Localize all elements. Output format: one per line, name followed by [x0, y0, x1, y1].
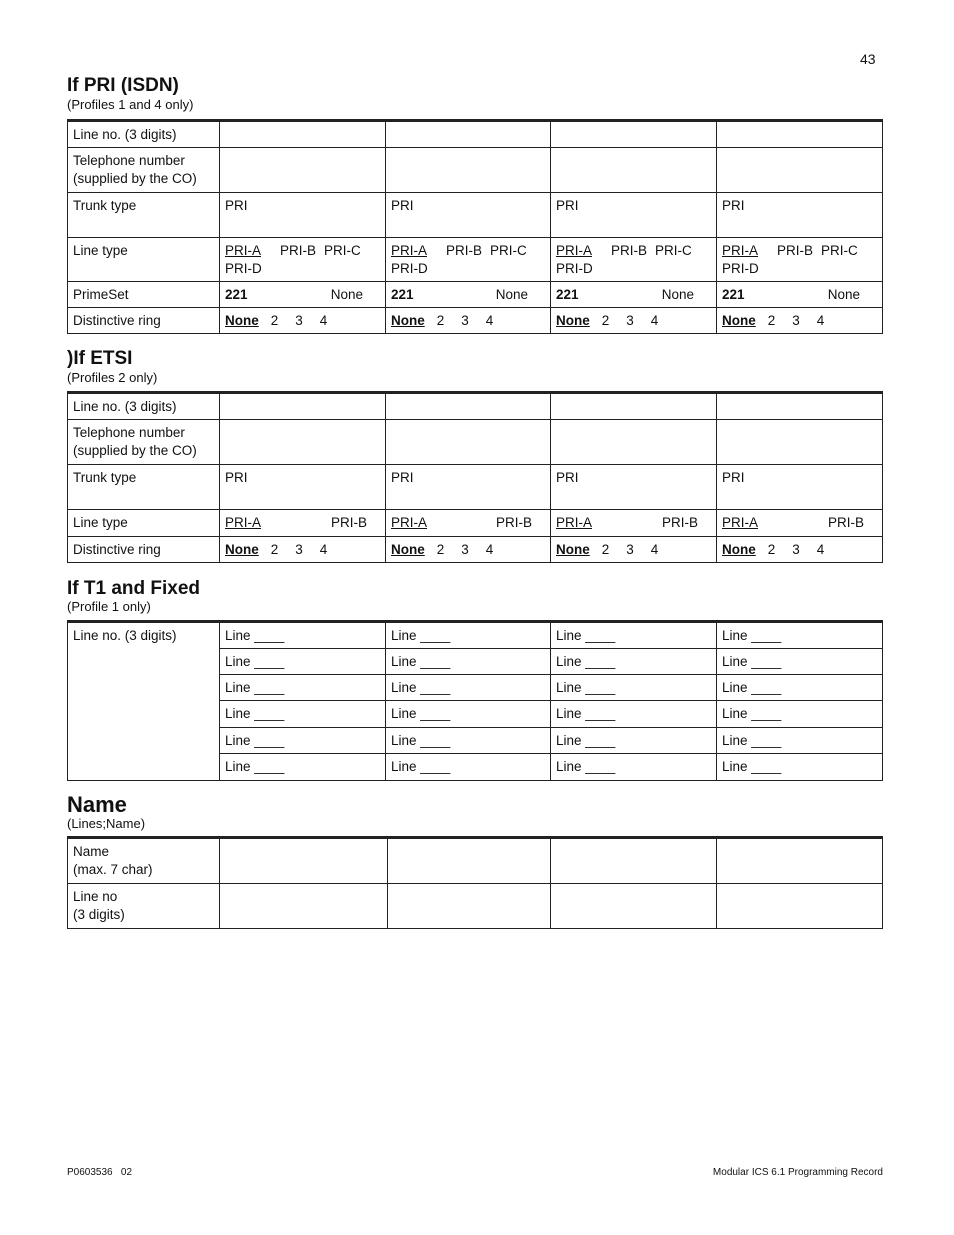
- option-cell[interactable]: [551, 510, 717, 537]
- input-cell[interactable]: [220, 420, 386, 465]
- input-cell[interactable]: [220, 121, 386, 148]
- option-cell[interactable]: PRI: [220, 465, 386, 510]
- option-none[interactable]: None: [330, 287, 363, 302]
- line-entry[interactable]: Line ____: [717, 675, 883, 701]
- option-none[interactable]: None: [661, 287, 694, 302]
- section-title-pri: If PRI (ISDN): [67, 75, 179, 96]
- option-4[interactable]: 4: [816, 313, 825, 328]
- row-label: Trunk type: [68, 193, 220, 238]
- row-label: PrimeSet: [68, 282, 220, 308]
- option-pri-b[interactable]: PRI-B: [330, 515, 367, 530]
- input-cell[interactable]: [551, 838, 717, 884]
- row-label: Distinctive ring: [68, 308, 220, 334]
- option-3[interactable]: 3: [461, 313, 469, 328]
- footer-doc-title: Modular ICS 6.1 Programming Record: [712, 1167, 883, 1178]
- option-cell[interactable]: [551, 238, 717, 282]
- table-row: [68, 838, 883, 884]
- input-cell[interactable]: [717, 148, 883, 193]
- option-pri-d[interactable]: PRI-D: [722, 261, 759, 276]
- option-pri-c[interactable]: PRI-C: [655, 243, 692, 258]
- option-pri-b[interactable]: PRI-B: [495, 515, 532, 530]
- option-none[interactable]: None: [225, 313, 259, 328]
- option-cell[interactable]: [220, 282, 386, 308]
- line-entry[interactable]: Line ____: [551, 649, 717, 675]
- option-pri-b[interactable]: PRI-B: [446, 243, 483, 258]
- option-pri-a[interactable]: PRI-A: [225, 515, 262, 530]
- option-pri-b[interactable]: PRI-B: [827, 515, 864, 530]
- option-pri-d[interactable]: PRI-D: [391, 261, 428, 276]
- row-label: Distinctive ring: [68, 537, 220, 563]
- option-none[interactable]: None: [556, 542, 590, 557]
- line-entry[interactable]: Line ____: [551, 728, 717, 754]
- option-cell[interactable]: [717, 510, 883, 537]
- section-title-t1: If T1 and Fixed: [67, 578, 201, 599]
- row-label-line2: (3 digits): [73, 907, 125, 922]
- line-entry[interactable]: Line ____: [386, 649, 551, 675]
- input-cell[interactable]: [388, 884, 551, 929]
- row-label: Line type: [68, 510, 220, 537]
- option-cell[interactable]: [551, 308, 717, 334]
- option-cell[interactable]: PRI: [717, 465, 883, 510]
- option-pri-c[interactable]: PRI-C: [821, 243, 858, 258]
- row-label: Trunk type: [68, 465, 220, 510]
- option-4[interactable]: 4: [485, 542, 494, 557]
- option-none[interactable]: None: [225, 542, 259, 557]
- input-cell[interactable]: [386, 121, 551, 148]
- row-label: Line no. (3 digits): [68, 121, 220, 148]
- input-cell[interactable]: [551, 148, 717, 193]
- row-label-line1: Name: [73, 844, 110, 859]
- option-cell[interactable]: [386, 238, 551, 282]
- line-entry[interactable]: Line ____: [717, 649, 883, 675]
- row-label-line1: Telephone number: [73, 425, 185, 440]
- option-2[interactable]: 2: [270, 313, 279, 328]
- line-entry[interactable]: Line ____: [386, 754, 551, 781]
- line-entry[interactable]: Line ____: [717, 728, 883, 754]
- option-none[interactable]: None: [391, 542, 425, 557]
- row-label: [68, 148, 220, 193]
- option-2[interactable]: 2: [767, 542, 776, 557]
- table-row: [68, 308, 883, 334]
- input-cell[interactable]: [220, 884, 388, 929]
- input-cell[interactable]: [717, 838, 883, 884]
- option-221[interactable]: 221: [722, 287, 745, 302]
- input-cell[interactable]: [386, 420, 551, 465]
- row-label: Line no. (3 digits): [68, 393, 220, 420]
- option-cell[interactable]: [220, 510, 386, 537]
- input-cell[interactable]: [220, 148, 386, 193]
- table-row: [68, 510, 883, 537]
- line-entry[interactable]: Line ____: [386, 701, 551, 728]
- line-entry[interactable]: Line ____: [717, 754, 883, 781]
- input-cell[interactable]: [551, 420, 717, 465]
- line-entry[interactable]: Line ____: [551, 701, 717, 728]
- option-pri-d[interactable]: PRI-D: [225, 261, 262, 276]
- option-none[interactable]: None: [556, 313, 590, 328]
- option-none[interactable]: None: [495, 287, 528, 302]
- section-subtitle-t1: (Profile 1 only): [67, 599, 151, 614]
- input-cell[interactable]: [717, 121, 883, 148]
- line-entry[interactable]: Line ____: [220, 754, 386, 781]
- option-cell[interactable]: [220, 537, 386, 563]
- table-row: [68, 148, 883, 193]
- option-cell[interactable]: [386, 537, 551, 563]
- t1-table: [67, 620, 883, 781]
- input-cell[interactable]: [717, 420, 883, 465]
- option-3[interactable]: 3: [295, 313, 303, 328]
- option-none[interactable]: None: [722, 542, 756, 557]
- row-label: [68, 884, 220, 929]
- row-label: [68, 420, 220, 465]
- section-title-etsi: )If ETSI: [67, 348, 133, 369]
- option-pri-d[interactable]: PRI-D: [556, 261, 593, 276]
- option-pri-a[interactable]: PRI-A: [556, 515, 593, 530]
- option-cell[interactable]: PRI: [717, 193, 883, 238]
- row-label-line2: (supplied by the CO): [73, 443, 197, 458]
- option-3[interactable]: 3: [295, 542, 303, 557]
- line-entry[interactable]: Line ____: [220, 701, 386, 728]
- page-number: 43: [860, 51, 876, 67]
- input-cell[interactable]: [386, 393, 551, 420]
- option-3[interactable]: 3: [626, 313, 634, 328]
- option-cell[interactable]: [551, 282, 717, 308]
- row-label: [68, 838, 220, 884]
- option-2[interactable]: 2: [436, 313, 445, 328]
- option-2[interactable]: 2: [601, 313, 610, 328]
- section-subtitle-name: (Lines;Name): [67, 816, 146, 831]
- option-pri-a[interactable]: PRI-A: [722, 243, 759, 258]
- input-cell[interactable]: [220, 393, 386, 420]
- option-2[interactable]: 2: [436, 542, 445, 557]
- row-label-line1: Telephone number: [73, 153, 185, 168]
- option-cell[interactable]: PRI: [386, 193, 551, 238]
- section-title-name: Name: [67, 792, 127, 817]
- option-cell[interactable]: PRI: [220, 193, 386, 238]
- option-4[interactable]: 4: [650, 313, 659, 328]
- option-cell[interactable]: [717, 308, 883, 334]
- option-cell[interactable]: [717, 238, 883, 282]
- section-subtitle-etsi: (Profiles 2 only): [67, 370, 158, 385]
- option-pri-c[interactable]: PRI-C: [324, 243, 361, 258]
- row-label-line2: (supplied by the CO): [73, 171, 197, 186]
- input-cell[interactable]: [717, 393, 883, 420]
- table-row: [68, 622, 883, 649]
- line-entry[interactable]: Line ____: [717, 701, 883, 728]
- option-cell[interactable]: [717, 282, 883, 308]
- option-pri-b[interactable]: PRI-B: [280, 243, 317, 258]
- option-cell[interactable]: [386, 282, 551, 308]
- table-row: [68, 393, 883, 420]
- option-cell[interactable]: [551, 537, 717, 563]
- row-label: Line no. (3 digits): [68, 622, 220, 781]
- input-cell[interactable]: [551, 121, 717, 148]
- option-2[interactable]: 2: [767, 313, 776, 328]
- table-row: [68, 282, 883, 308]
- input-cell[interactable]: [386, 148, 551, 193]
- option-3[interactable]: 3: [792, 313, 800, 328]
- line-entry[interactable]: Line ____: [220, 675, 386, 701]
- option-cell[interactable]: [717, 537, 883, 563]
- option-cell[interactable]: PRI: [551, 465, 717, 510]
- option-3[interactable]: 3: [626, 542, 634, 557]
- table-row: [68, 238, 883, 282]
- line-entry[interactable]: Line ____: [386, 622, 551, 649]
- table-row: [68, 465, 883, 510]
- line-entry[interactable]: Line ____: [386, 675, 551, 701]
- row-label-line2: (max. 7 char): [73, 862, 153, 877]
- line-entry[interactable]: Line ____: [717, 622, 883, 649]
- option-cell[interactable]: [386, 308, 551, 334]
- option-pri-a[interactable]: PRI-A: [722, 515, 759, 530]
- section-subtitle-pri: (Profiles 1 and 4 only): [67, 97, 194, 112]
- option-221[interactable]: 221: [225, 287, 248, 302]
- option-none[interactable]: None: [722, 313, 756, 328]
- table-row: [68, 121, 883, 148]
- row-label-line1: Line no: [73, 889, 118, 904]
- input-cell[interactable]: [220, 838, 388, 884]
- input-cell[interactable]: [388, 838, 551, 884]
- option-3[interactable]: 3: [792, 542, 800, 557]
- option-4[interactable]: 4: [319, 542, 328, 557]
- option-pri-a[interactable]: PRI-A: [391, 243, 428, 258]
- input-cell[interactable]: [551, 884, 717, 929]
- option-cell[interactable]: [386, 510, 551, 537]
- line-entry[interactable]: Line ____: [551, 675, 717, 701]
- line-entry[interactable]: Line ____: [551, 754, 717, 781]
- option-4[interactable]: 4: [650, 542, 659, 557]
- table-row: [68, 193, 883, 238]
- option-pri-b[interactable]: PRI-B: [611, 243, 648, 258]
- option-none[interactable]: None: [827, 287, 860, 302]
- option-4[interactable]: 4: [485, 313, 494, 328]
- input-cell[interactable]: [717, 884, 883, 929]
- line-entry[interactable]: Line ____: [386, 728, 551, 754]
- table-row: [68, 420, 883, 465]
- option-221[interactable]: 221: [391, 287, 414, 302]
- option-cell[interactable]: [220, 308, 386, 334]
- table-row: [68, 537, 883, 563]
- option-cell[interactable]: PRI: [551, 193, 717, 238]
- line-entry[interactable]: Line ____: [220, 728, 386, 754]
- input-cell[interactable]: [551, 393, 717, 420]
- row-label: Line type: [68, 238, 220, 282]
- option-2[interactable]: 2: [270, 542, 279, 557]
- etsi-table: [67, 391, 883, 563]
- pri-table: [67, 119, 883, 334]
- option-4[interactable]: 4: [319, 313, 328, 328]
- line-entry[interactable]: Line ____: [220, 622, 386, 649]
- option-2[interactable]: 2: [601, 542, 610, 557]
- option-3[interactable]: 3: [461, 542, 469, 557]
- table-row: [68, 884, 883, 929]
- option-pri-b[interactable]: PRI-B: [777, 243, 814, 258]
- option-cell[interactable]: PRI: [386, 465, 551, 510]
- option-pri-b[interactable]: PRI-B: [661, 515, 698, 530]
- name-table: [67, 836, 883, 929]
- option-pri-a[interactable]: PRI-A: [556, 243, 593, 258]
- option-pri-a[interactable]: PRI-A: [225, 243, 262, 258]
- option-4[interactable]: 4: [816, 542, 825, 557]
- footer-doc-number: P0603536 02: [67, 1167, 133, 1178]
- line-entry[interactable]: Line ____: [551, 622, 717, 649]
- option-none[interactable]: None: [391, 313, 425, 328]
- option-pri-c[interactable]: PRI-C: [490, 243, 527, 258]
- option-cell[interactable]: [220, 238, 386, 282]
- line-entry[interactable]: Line ____: [220, 649, 386, 675]
- option-pri-a[interactable]: PRI-A: [391, 515, 428, 530]
- option-221[interactable]: 221: [556, 287, 579, 302]
